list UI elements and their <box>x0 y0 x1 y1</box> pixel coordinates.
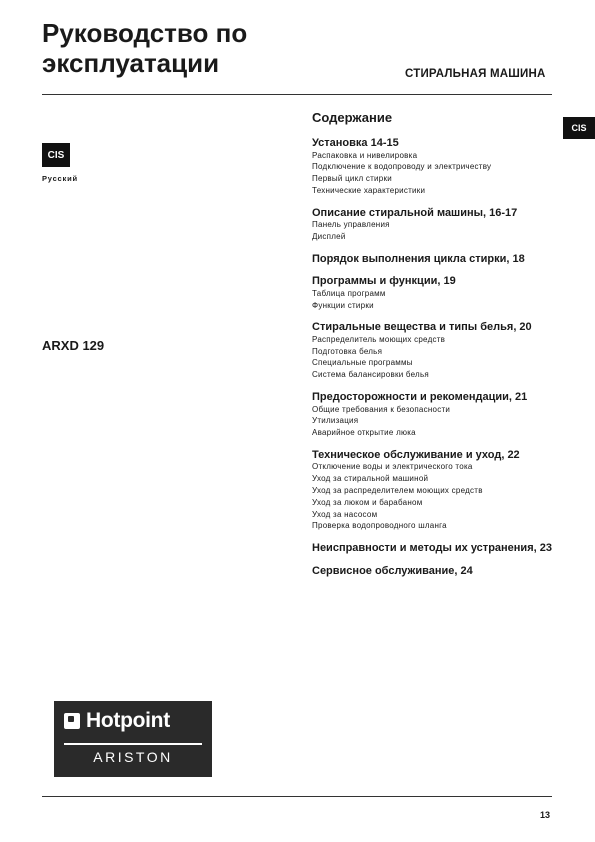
toc-item: Система балансировки белья <box>312 370 429 380</box>
toc-section-title: Предосторожности и рекомендации, 21 <box>312 391 528 404</box>
toc-item: Уход за распределителем моющих средств <box>312 486 483 496</box>
language-badge: CIS <box>42 143 70 167</box>
toc-item: Утилизация <box>312 416 359 426</box>
toc-section <box>312 565 562 578</box>
model-number: ARXD 129 <box>42 338 105 353</box>
toc-item: Отключение воды и электрического тока <box>312 462 473 472</box>
logo-brand-text: Hotpoint <box>86 709 170 732</box>
toc-item: Уход за стиральной машиной <box>312 474 429 484</box>
toc-section-title: Описание стиральной машины, 16-17 <box>312 206 518 219</box>
language-name: Русский <box>42 174 78 183</box>
toc-section <box>312 449 562 532</box>
toc-item: Первый цикл стирки <box>312 174 392 184</box>
logo-top <box>64 709 170 733</box>
title-line-1: Руководство по <box>42 18 248 48</box>
bottom-divider <box>42 796 552 797</box>
logo-divider <box>64 743 202 745</box>
brand-logo <box>54 701 212 777</box>
toc-item: Подготовка белья <box>312 346 383 356</box>
toc-section <box>312 321 562 381</box>
toc-section <box>312 253 562 266</box>
toc-item: Таблица программ <box>312 288 386 298</box>
toc-section-title: Сервисное обслуживание, 24 <box>312 564 473 577</box>
toc-section-title: Порядок выполнения цикла стирки, 18 <box>312 252 525 265</box>
top-divider <box>42 94 552 95</box>
toc-item: Проверка водопроводного шланга <box>312 521 447 531</box>
logo-mark-icon <box>64 713 80 729</box>
toc-section-title: Неисправности и методы их устранения, 23 <box>312 542 552 555</box>
toc-item: Подключение к водопроводу и электричеству <box>312 162 492 172</box>
toc-item: Уход за насосом <box>312 509 378 519</box>
toc-section <box>312 275 562 311</box>
toc-item: Специальные программы <box>312 358 413 368</box>
toc-section-title: Установка 14-15 <box>312 137 399 149</box>
toc-section <box>312 137 562 197</box>
toc-item: Дисплей <box>312 231 346 241</box>
toc-item: Общие требования к безопасности <box>312 404 451 414</box>
toc-section <box>312 542 562 555</box>
title-line-2: эксплуатации <box>42 48 220 78</box>
toc-heading: Содержание <box>312 110 393 125</box>
page-number: 13 <box>540 810 551 820</box>
page-title <box>42 18 247 78</box>
logo-sub-text: ARISTON <box>93 749 173 765</box>
toc-section-title: Стиральные вещества и типы белья, 20 <box>312 321 532 334</box>
toc-item: Распаковка и нивелировка <box>312 150 418 160</box>
toc-item: Аварийное открытие люка <box>312 428 416 438</box>
toc-item: Технические характеристики <box>312 185 426 195</box>
toc-section-title: Техническое обслуживание и уход, 22 <box>312 448 520 461</box>
toc-item: Распределитель моющих средств <box>312 334 446 344</box>
product-type: СТИРАЛЬНАЯ МАШИНА <box>405 68 546 80</box>
toc-item: Панель управления <box>312 220 390 230</box>
toc-item: Уход за люком и барабаном <box>312 497 423 507</box>
toc-section-title: Программы и функции, 19 <box>312 275 456 288</box>
toc-item: Функции стирки <box>312 300 374 310</box>
toc-section <box>312 207 562 243</box>
toc-section <box>312 391 562 439</box>
side-language-tab: CIS <box>563 117 595 139</box>
table-of-contents <box>312 137 562 587</box>
